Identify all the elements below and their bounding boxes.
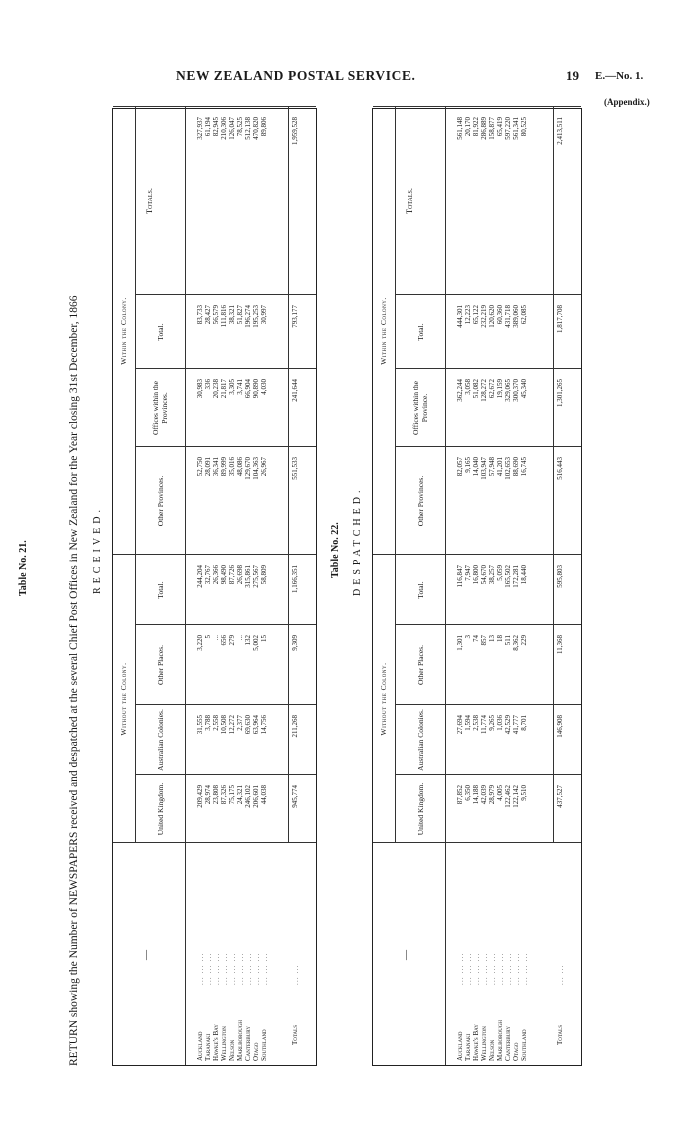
table21-cell: 2,558 <box>212 715 220 731</box>
page-header-title: NEW ZEALAND POSTAL SERVICE. <box>176 68 416 83</box>
table21-cell: 2,377 <box>236 715 244 731</box>
table22-totals-line <box>553 107 554 843</box>
table22-cell: 120,620 <box>488 305 496 328</box>
table21-row-leader: ... ... ... <box>237 952 245 985</box>
table22-row-leader: ... ... ... <box>465 952 473 985</box>
table21-cell: 132 <box>244 635 252 646</box>
table21-row-name: Nelson <box>228 1039 236 1061</box>
table22-cell: 42,039 <box>480 785 488 805</box>
table22-cell: 116,847 <box>456 565 464 588</box>
table21-row-name: Auckland <box>196 1031 204 1061</box>
table22-cell: 62,085 <box>520 305 528 325</box>
table22-subtitle: DESPATCHED. <box>352 486 363 596</box>
table22-cell: 1,301 <box>456 635 464 651</box>
table21-cell: 195,253 <box>252 305 260 328</box>
table21-totals-cell: 1,959,528 <box>291 117 299 145</box>
table22-row-leader: ... ... ... <box>513 952 521 985</box>
table22-col-header: Total. <box>415 323 425 341</box>
table22-cell: 27,694 <box>456 715 464 735</box>
table21-cell: 44,038 <box>260 785 268 805</box>
table21-cell: 20,238 <box>212 379 220 399</box>
table21-cell: 87,726 <box>228 565 236 585</box>
table21-cell: 126,047 <box>228 117 236 140</box>
table21-cell: 63,964 <box>252 715 260 735</box>
table22-cell: 165,502 <box>504 565 512 588</box>
table21-cell: 90,890 <box>252 379 260 399</box>
table21-cell: 315,861 <box>244 565 252 588</box>
table21-cell: 26,967 <box>260 457 268 477</box>
table21-cell: 87,326 <box>220 785 228 805</box>
table21-cell: 28,974 <box>204 785 212 805</box>
table21-cell: 30,997 <box>260 305 268 325</box>
table21-cell: 83,733 <box>196 305 204 325</box>
table22-number: Table No. 22. <box>330 522 341 578</box>
table22-cell: 41,201 <box>496 457 504 477</box>
table22-cell: 431,718 <box>504 305 512 328</box>
table21-totals-cell: 1,166,351 <box>291 565 299 593</box>
table21-col-header: Australian Colonies. <box>155 709 165 771</box>
table22-group-within: Within the Colony. <box>379 297 388 365</box>
table22-row-name: Canterbury <box>504 1026 512 1061</box>
table22-col-header: Australian Colonies. <box>415 709 425 771</box>
table22-cell: 28,979 <box>488 785 496 805</box>
table22-cell: 62,672 <box>488 379 496 399</box>
table22-cell: 102,653 <box>504 457 512 480</box>
table21-stub-dash: — <box>141 950 152 960</box>
table22-cell: 7,947 <box>464 565 472 581</box>
table21-cell: 210,306 <box>220 117 228 140</box>
table21-cell: 104,363 <box>252 457 260 480</box>
table22-cell: 57,948 <box>488 457 496 477</box>
table22-totals-label: Totals <box>556 1025 564 1045</box>
table22-row-leader: ... ... ... <box>473 952 481 985</box>
table21-row-name: Otago <box>252 1042 260 1061</box>
table21-row-name: Southland <box>260 1029 268 1061</box>
table22-cell: 3,058 <box>464 379 472 395</box>
appendix-label: (Appendix.) <box>604 97 650 107</box>
table22-cell: 511 <box>504 635 512 646</box>
table22-cell: 12,223 <box>464 305 472 325</box>
table21-cell: 26,366 <box>212 565 220 585</box>
table22-cell: 87,852 <box>456 785 464 805</box>
table21-row-leader: ... ... ... <box>253 952 261 985</box>
table21-totals-label: Totals <box>291 1025 299 1045</box>
table21-grid <box>112 108 317 1066</box>
page-number: 19 <box>566 68 579 83</box>
table21-row-leader: ... ... ... <box>213 952 221 985</box>
rotated-tables-area <box>12 26 692 1066</box>
table22-totals-cell: 437,527 <box>556 785 564 808</box>
table22-totals-cell: 11,368 <box>556 635 564 654</box>
table21-col-header: Total. <box>155 323 165 341</box>
table22-cell: 45,340 <box>520 379 528 399</box>
table22-cell: 18 <box>496 635 504 642</box>
table22-stub-dash: — <box>401 950 412 960</box>
table22-row-leader: ... ... ... <box>457 952 465 985</box>
table22-cell: 16,800 <box>472 565 480 585</box>
table22-cell: 60,360 <box>496 305 504 325</box>
table22-row-name: Taranaki <box>464 1033 472 1061</box>
table22-cell: 2,538 <box>472 715 480 731</box>
table22-cell: 229 <box>520 635 528 646</box>
table21-row-name: Wellington <box>220 1026 228 1061</box>
table21-totals-leader: ... ... <box>292 964 300 985</box>
table21-totals-cell: 211,268 <box>291 715 299 738</box>
table22-row-name: Nelson <box>488 1039 496 1061</box>
table21-cell: 4,030 <box>260 379 268 395</box>
table21-group-without: Without the Colony. <box>119 662 128 736</box>
table21-cell: 78,525 <box>236 117 244 137</box>
table22-cell: 362,244 <box>456 379 464 402</box>
table22-cell: 597,220 <box>504 117 512 140</box>
table22-cell: 65,122 <box>472 305 480 325</box>
table21-cell: 5,002 <box>252 635 260 651</box>
table22-totals-cell: 146,908 <box>556 715 564 738</box>
table21-cell: 3,305 <box>228 379 236 395</box>
table22-col-header: Total. <box>415 581 425 599</box>
table21-cell: 75,175 <box>228 785 236 805</box>
table22-cell: 286,889 <box>480 117 488 140</box>
table21-totals-cell: 9,309 <box>291 635 299 651</box>
table22-row-name: Southland <box>520 1029 528 1061</box>
table21-cell: 656 <box>220 635 228 646</box>
table22-cell: 14,040 <box>472 457 480 477</box>
table22-totals-cell: 2,413,511 <box>556 117 564 145</box>
table22-cell: 122,142 <box>512 785 520 808</box>
table22-cell: 4,005 <box>496 785 504 801</box>
table21-row-leader: ... ... ... <box>229 952 237 985</box>
table22-row-name: Hawke's Bay <box>472 1024 480 1061</box>
table22-row-leader: ... ... ... <box>497 952 505 985</box>
table21-col-header: Offices within the Provinces. <box>151 380 169 436</box>
table21-cell: 246,102 <box>244 785 252 808</box>
table21-col-header: Total. <box>155 581 165 599</box>
table22-cell: 81,922 <box>472 117 480 137</box>
table21-row-leader: ... ... ... <box>245 952 253 985</box>
table22-cell: 80,525 <box>520 117 528 137</box>
table22-cell: 16,745 <box>520 457 528 477</box>
table22-col-header: Other Places. <box>415 645 425 685</box>
table22-cell: 3 <box>464 635 472 639</box>
table22-cell: 88,690 <box>512 457 520 477</box>
table22-totals-cell: 1,817,708 <box>556 305 564 333</box>
table21-cell: 48,086 <box>236 457 244 477</box>
table21-cell: 3,220 <box>196 635 204 651</box>
table21-cell: 89,999 <box>220 457 228 477</box>
table21-row-name: Marlborough <box>236 1020 244 1061</box>
table22-cell: 300,370 <box>512 379 520 402</box>
table22-col-header: Offices within the Province. <box>411 380 429 436</box>
table22-cell: 82,057 <box>456 457 464 477</box>
table22-row-name: Wellington <box>480 1026 488 1061</box>
table21-cell: 512,138 <box>244 117 252 140</box>
table21-cell: 38,321 <box>228 305 236 325</box>
table22-cell: 13 <box>488 635 496 642</box>
table21-header-line <box>185 107 186 1065</box>
table21-cell: 10,508 <box>220 715 228 735</box>
table22-cell: 51,082 <box>472 379 480 399</box>
table22-col-header: United Kingdom. <box>415 782 425 836</box>
table22-cell: 18,440 <box>520 565 528 585</box>
table21-cell: 35,016 <box>228 457 236 477</box>
table21-cell: 336 <box>204 379 212 390</box>
table22-totals-cell: 595,803 <box>556 565 564 588</box>
table21-subtitle: RECEIVED. <box>92 506 103 594</box>
table21-cell: 61,194 <box>204 117 212 137</box>
table22-group-without: Without the Colony. <box>379 662 388 736</box>
table21-totals-line <box>288 107 289 843</box>
table22-cell: 172,281 <box>512 565 520 588</box>
table21-cell: 12,272 <box>228 715 236 735</box>
table21-cell: 3,741 <box>236 379 244 395</box>
table21-row-name: Hawke's Bay <box>212 1024 220 1061</box>
table21-cell: 58,809 <box>260 565 268 585</box>
table22-row-name: Otago <box>512 1042 520 1061</box>
table22-cell: 8,362 <box>512 635 520 651</box>
table21-row-name: Taranaki <box>204 1033 212 1061</box>
table21-col-header: Other Places. <box>155 645 165 685</box>
table21-cell: 21,817 <box>220 379 228 399</box>
table21-totals-header: Totals. <box>144 188 154 214</box>
table21-cell: 56,579 <box>212 305 220 325</box>
table22-cell: 38,257 <box>488 565 496 585</box>
table22-totals-cell: 516,443 <box>556 457 564 480</box>
table21-cell: 51,827 <box>236 305 244 325</box>
table22-cell: 561,341 <box>512 117 520 140</box>
table21-col-header: Other Provinces. <box>155 475 165 527</box>
table22-row-leader: ... ... ... <box>521 952 529 985</box>
table22-cell: 65,419 <box>496 117 504 137</box>
session-reference: E.—No. 1. <box>595 70 644 82</box>
table21-cell: 52,750 <box>196 457 204 477</box>
table21-caption: RETURN showing the Number of NEWSPAPERS received and despatched at the several Chief Post Offices in New Zealand for the Year closing 31st December, 1866 <box>68 295 80 1066</box>
table21-cell: 26,698 <box>236 565 244 585</box>
table21-cell: 279 <box>228 635 236 646</box>
table21-cell: 244,204 <box>196 565 204 588</box>
table21-cell: 66,904 <box>244 379 252 399</box>
table22-cell: 5,059 <box>496 565 504 581</box>
table22-cell: 20,170 <box>464 117 472 137</box>
table22-cell: 9,510 <box>520 785 528 801</box>
table22-totals-cell: 1,301,265 <box>556 379 564 407</box>
table21-cell: 129,670 <box>244 457 252 480</box>
table22-cell: 103,947 <box>480 457 488 480</box>
table22-totals-header: Totals. <box>404 188 414 214</box>
table21-cell: 327,937 <box>196 117 204 140</box>
table21-cell: 98,490 <box>220 565 228 585</box>
table21-cell: 28,427 <box>204 305 212 325</box>
table21-cell: 209,429 <box>196 785 204 808</box>
table21-cell: 14,756 <box>260 715 268 735</box>
table22-cell: 561,148 <box>456 117 464 140</box>
table22-cell: 14,188 <box>472 785 480 805</box>
table21-cell: 275,567 <box>252 565 260 588</box>
table22-row-leader: ... ... ... <box>489 952 497 985</box>
table21-cell: 32,767 <box>204 565 212 585</box>
table21-row-leader: ... ... ... <box>197 952 205 985</box>
table21-cell: 111,816 <box>220 305 228 328</box>
table22-header-line <box>445 107 446 1065</box>
table22-cell: 54,670 <box>480 565 488 585</box>
table21-cell: 69,630 <box>244 715 252 735</box>
table21-cell: 82,945 <box>212 117 220 137</box>
table21-cell: 36,341 <box>212 457 220 477</box>
table21-row-leader: ... ... ... <box>221 952 229 985</box>
table22-cell: 9,265 <box>488 715 496 731</box>
table21-totals-cell: 551,533 <box>291 457 299 480</box>
table22-grid <box>372 108 582 1066</box>
table21-group-within: Within the Colony. <box>119 297 128 365</box>
table21-row-leader: ... ... ... <box>205 952 213 985</box>
table22-cell: 857 <box>480 635 488 646</box>
table22-cell: 6,350 <box>464 785 472 801</box>
table21-cell: 15 <box>260 635 268 642</box>
table22-cell: 8,701 <box>520 715 528 731</box>
table22-cell: 74 <box>472 635 480 642</box>
table22-cell: 19,159 <box>496 379 504 399</box>
table21-cell: 89,806 <box>260 117 268 137</box>
table21-totals-cell: 793,177 <box>291 305 299 328</box>
table21-cell: 28,091 <box>204 457 212 477</box>
table21-cell: 23,808 <box>212 785 220 805</box>
table21-cell: ... <box>236 635 244 641</box>
table22-cell: 122,462 <box>504 785 512 808</box>
table22-row-leader: ... ... ... <box>505 952 513 985</box>
table21-row-leader: ... ... ... <box>261 952 269 985</box>
table21-cell: 30,983 <box>196 379 204 399</box>
table21-number: Table No. 21. <box>18 540 29 596</box>
table22-cell: 158,877 <box>488 117 496 140</box>
table22-row-leader: ... ... ... <box>481 952 489 985</box>
table22-cell: 128,272 <box>480 379 488 402</box>
table21-cell: 31,555 <box>196 715 204 735</box>
table21-cell: 206,601 <box>252 785 260 808</box>
table21-cell: 196,274 <box>244 305 252 328</box>
table21-row-name: Canterbury <box>244 1026 252 1061</box>
table21-cell: 3,788 <box>204 715 212 731</box>
table22-cell: 1,594 <box>464 715 472 731</box>
table22-cell: 1,036 <box>496 715 504 731</box>
table22-row-name: Marlborough <box>496 1020 504 1061</box>
table21-cell: 5 <box>204 635 212 639</box>
table22-cell: 389,060 <box>512 305 520 328</box>
table22-cell: 444,301 <box>456 305 464 328</box>
table21-col-header: United Kingdom. <box>155 782 165 836</box>
table22-row-name: Auckland <box>456 1031 464 1061</box>
table22-cell: 42,529 <box>504 715 512 735</box>
table21-cell: 24,321 <box>236 785 244 805</box>
table22-totals-leader: ... ... <box>557 964 565 985</box>
table21-cell: ... <box>212 635 220 641</box>
table22-col-header: Other Provinces. <box>415 475 425 527</box>
table22-cell: 329,065 <box>504 379 512 402</box>
table22-cell: 41,777 <box>512 715 520 735</box>
table22-cell: 9,165 <box>464 457 472 473</box>
table22-cell: 232,219 <box>480 305 488 328</box>
table21-totals-cell: 945,774 <box>291 785 299 808</box>
table21-totals-cell: 241,644 <box>291 379 299 402</box>
table22-cell: 11,774 <box>480 715 488 734</box>
table21-cell: 470,820 <box>252 117 260 140</box>
